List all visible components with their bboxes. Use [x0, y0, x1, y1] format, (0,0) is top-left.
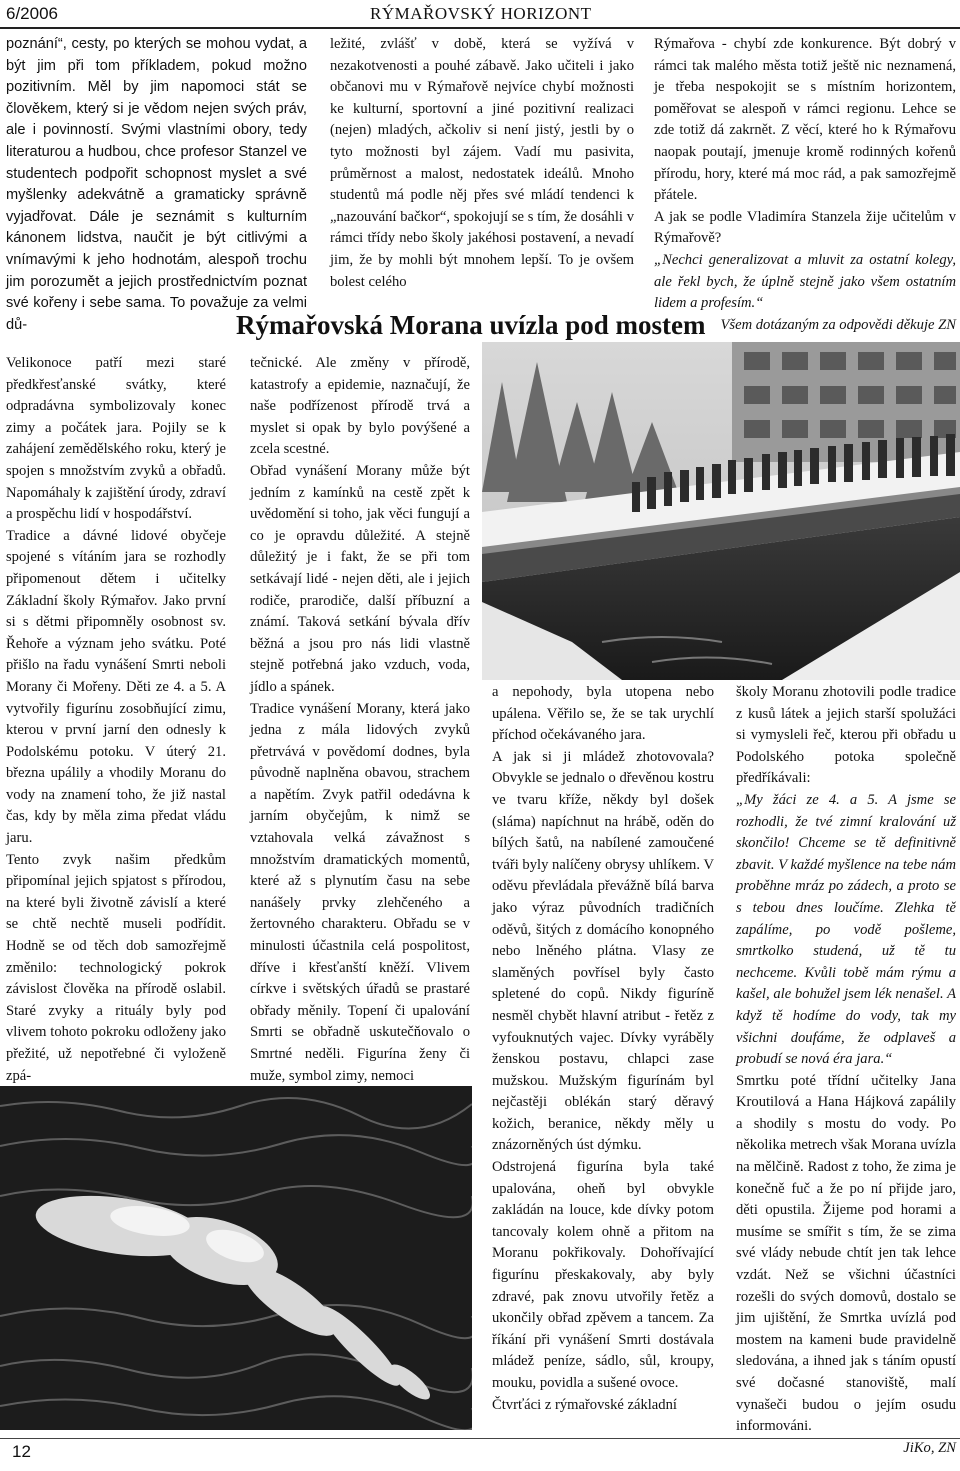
article-column-2 [250, 353, 470, 1087]
article-headline: Rýmařovská Morana uvízla pod mostem [236, 310, 706, 340]
morana-river-photo-image [0, 1086, 472, 1430]
article-paragraph: Tento zvyk našim předkům připomínal jejich spjatost s přírodou, na které byli životně závislí a které se chtě nechtě museli podřídit. Hodně se od těch dob samozřejmě změnilo: technologický pokrok závislost člověka na přírodě oslabil. Staré zvyky a rituály byly pod vlivem tohoto pokroku odloženy jako přežité, už nepotřebné či vyloženě zpá- [6, 851, 226, 1084]
article-quote: „My žáci ze 4. a 5. A jsme se rozhodli, že tvé zimní kralování už skončilo! Chceme se tě definitivně zbavit. V každé myšlence na tebe nám proběhne mráz po zádech, a proto se s tebou dnes loučíme. Zlehka tě zapálíme, po vodě pošleme, smrtkolko studená, už tě tu nechceme. Kvůli tobě mám rýmu a kašel, ale bohužel jsem lék nenašel. A když tě hodíme do vody, tak my všichni doufáme, že odplaveš a probudí se nová éra jara.“ [736, 791, 956, 1068]
article-signature: JiKo, ZN [903, 1439, 956, 1456]
article-paragraph: školy Moranu zhotovili podle tradice z kusů látek a jejich starší spolužáci si vymysleli řeč, kterou při obřadu u Podolského potoka společně předříkávali: [736, 684, 956, 787]
top-column-3-quote: „Nechci generalizovat a mluvit za ostatní kolegy, ale řekl bych, že úplně stejně jako všem ostatním lidem a profesím.“ [654, 251, 956, 312]
issue-number: 6/2006 [6, 4, 58, 23]
article-paragraph: Tradice vynášení Morany, která jako jedna z mála lidových zvyků přetrvává v povědomí dodnes, byla původně naplněna obavou, strachem a napětím. Zvyk patřil odedávna k jarním obyčejům, k nimž se vztahovala velká závažnost s množstvím dramatických momentů, které až s plynutím času na sebe nanášely prvky zlehčeného a žertovného charakteru. Obřadu se v minulosti účastnila celá pospolitost, dříve i křesťanští kněží. Vlivem církve i světských úřadů se prastaré obřady měnily. Topení či upalování Smrti se obřadně uskutečňovalo o Smrtné neděli. Figurína ženy či muže, symbol zimy, nemoci [250, 700, 470, 1084]
top-column-3-question: A jak se podle Vladimíra Stanzela žije učitelům v Rýmařově? [654, 208, 956, 247]
footer-rule [0, 1438, 960, 1439]
article-paragraph: Tradice a dávné lidové obyčeje spojené s vítáním jara se rozhodly připomenout dětem i učitelky Základní školy Rýmařov. Jako první si s dětmi připomněly osobnost sv. Řehoře a význam jeho svátku. Poté přišlo na řadu vynášení Smrti neboli Morany či Mořeny. Děti ze 4. a 5. A vytvořily figurínu zosobňující zimu, kterou v první jarní den odnesly k Podolskému potoku. V úterý 21. března upálily a vhodily Moranu do vody na znamení toho, že již nastal čas, kdy by měla zima předat vládu jaru. [6, 527, 226, 847]
bridge-photo-image [482, 342, 960, 680]
article-paragraph: Velikonoce patří mezi staré předkřesťanské svátky, které odpradávna symbolizovaly konec zimy a počátek jara. Pojily se k zahájení zemědělského roku, který je spojen s množstvím zvyků a obřadů. Napomáhaly k zajištění úrody, zdraví a prospěchu lidí v hospodářství. [6, 355, 226, 523]
masthead-title: RÝMAŘOVSKÝ HORIZONT [370, 4, 592, 23]
article-column-3 [492, 682, 714, 1416]
top-column-3-thanks: Všem dotázaným za odpovědi děkuje ZN [720, 316, 956, 333]
article-paragraph: Čtvrťáci z rýmařovské základní [492, 1396, 677, 1413]
article-paragraph: Odstrojená figurína byla také upalována, oheň byl obvykle zakládán na louce, kde dívky potom tancovaly kolem ohně a přitom na Moranu pokřikovaly. Dohořívající figurínu přeskakovaly, aby byly zdravé, pak znovu utvořily řetěz a ukončily obřad zpěvem a tancem. Za říkání při vynášení Smrti dostávala mládež peníze, sádlo, sůl, kroupy, mouku, povidla a sušené ovoce. [492, 1159, 714, 1391]
top-column-2 [330, 34, 634, 293]
top-column-3-text: Rýmařova - chybí zde konkurence. Být dobrý v rámci tak malého města totiž ještě nic neznamená, je třeba nespokojit se s místním horizontem, poměřovat se alespoň v rámci regionu. Lehce se zde totiž dá zakrnět. Z věcí, které ho k Rýmařovu naopak poutají, jmenuje kromě rodinných kořenů přírodu, hory, které má moc rád, a pak samozřejmě přátele. [654, 36, 956, 204]
article-paragraph: Smrtku poté třídní učitelky Jana Kroutilová a Hana Hájková zapálily a shodily s mostu do vody. Po několika metrech však Morana uvízla na mělčině. Radost z toho, že zima je konečně fuč a že po ní přijde jaro, děti opustila. Žijeme pod horami a musíme se smířit s tím, že se zima své vlády nebude chtít jen tak lehce vzdát. Než se všichni účastníci rozešli do svých domovů, dostalo se jim ujištění, že Smrtka uvízlá pod mostem na kameni bude pravidelně sledována, a ihned jak s táním opustí své dočasné stanoviště, malí vynašeči budou o jejím osudu informováni. [736, 1072, 956, 1435]
article-paragraph: A jak si ji mládež zhotovovala? Obvykle se jednalo o dřevěnou kostru ve tvaru kříže, někdy byl došek (sláma) napíchnut na hrábě, oděn do bílých šatů, na nabílené zamoučené tváři byly nalíčeny obrysy uhlíkem. V oděvu převládala převážně bílá barva jako výraz původních tradičních oděvů, šitých z domácího konopného nebo lněného plátna. Vlasy ze slaměných povřísel byly často spletené do copů. Nikdy figuríně nesměl chybět hlavní atribut - řetěz z vyfouknutých vajec. Dívky vyráběly ženskou postavu, chlapci zase mužskou. Mužským figurínám byl nejčastěji oblékán starý děravý kožich, beranice, někdy měly u znázorněných úst dýmku. [492, 748, 714, 1154]
top-column-3 [654, 34, 956, 336]
article-paragraph: Obřad vynášení Morany může být jedním z kamínků na cestě zpět k uvědomění si toho, jak věci fungují a co je opravdu důležité. A stejně důležitý je i fakt, že se při tom setkávají lidé - nejen děti, ale i jejich rodiče, prarodiče, další příbuzní a známí. Taková setkání bývala dřív běžná a jsou pro nás lidi vlastně stejně potřebná jako vzduch, voda, jídlo a spánek. [250, 462, 470, 695]
article-paragraph: a nepohody, byla utopena nebo upálena. Věřilo se, že se tak urychlí příchod očekávaného jara. [492, 684, 714, 744]
top-column-1-text: poznání“, cesty, po kterých se mohou vydat, a být jim při tom příkladem, pokud možno pozitivním. Měl by jim napomoci stát se člověkem, který si je vědom nejen svých práv, ale i povinností. Svými vlastními obory, tedy literaturou a hudbou, chce profesor Stanzel ve studentech podpořit schopnost myslet a své myšlenky adekvátně a gramaticky správně vyjadřovat. Dále je seznámit s kulturním kánonem lidstva, naučit je být citlivými a vnímavými k jeho hodnotám, alespoň trochu jim porozumět a jejich prostřednictvím poznat své kořeny i sebe sama. To považuje za velmi dů- [6, 36, 307, 333]
top-column-1 [6, 34, 307, 336]
article-column-1 [6, 353, 226, 1087]
page-number: 12 [12, 1442, 31, 1461]
bridge-photo [482, 342, 960, 680]
article-column-4 [736, 682, 956, 1459]
page-header [0, 0, 960, 28]
header-rule [0, 27, 960, 29]
article-paragraph: tečnické. Ale změny v přírodě, katastrofy a epidemie, naznačují, že naše podřízenost přírodě trvá a myslet si opak by bylo povýšené a zcela scestné. [250, 355, 470, 458]
morana-river-photo [0, 1086, 472, 1430]
top-column-2-text: ležité, zvlášť v době, která se vyžívá v nezakotvenosti a pouhé zábavě. Jako učiteli i jako občanovi mu v Rýmařově nejvíce chybí možnosti ke kulturní, sportovní a jiné pozitivní realizaci (nejen) mladých, ačkoliv si není jistý, jestli by o tyto možnosti byl zájem. Vadí mu pasivita, průměrnost a malost, nedostatek ideálů. Mnoho studentů má podle něj přes své mládí tendenci k „nazouvání bačkor“, spokojují se s tím, že dosáhli v rámci třídy nebo školy jakéhosi postavení, a nevadí jim, že by mohli být mnohem lepší. To je ovšem bolest celého [330, 36, 634, 290]
